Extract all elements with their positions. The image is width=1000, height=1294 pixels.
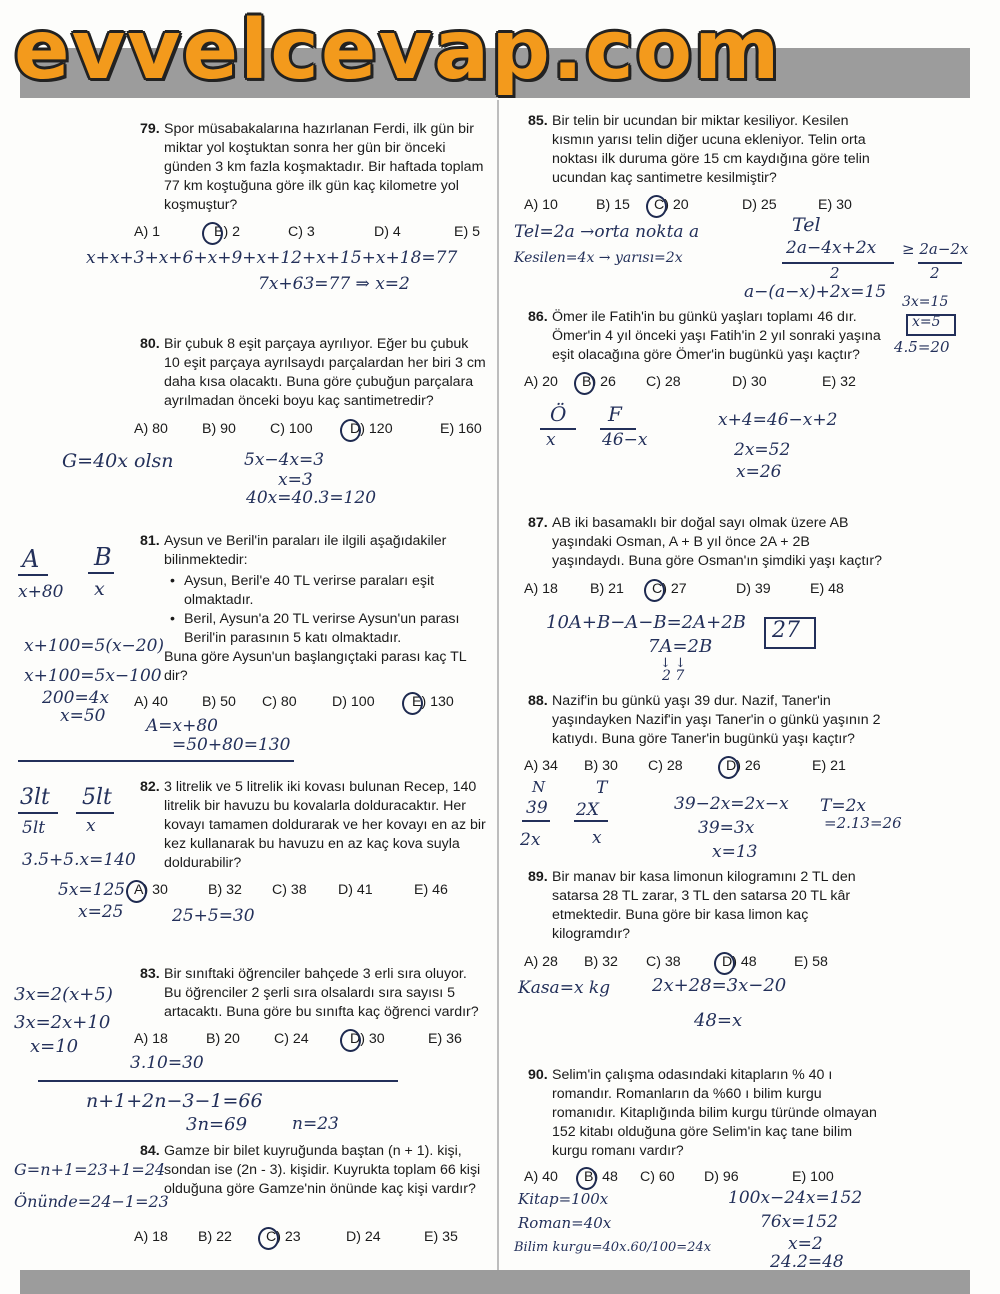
- option-d[interactable]: D) 25: [742, 197, 777, 213]
- answer-mark: [574, 372, 595, 395]
- option-b[interactable]: B) 32: [208, 882, 242, 898]
- hw-85d: 2a−4x+2x: [786, 238, 877, 258]
- question-90: [528, 1066, 884, 1161]
- hw-85h: a−(a−x)+2x=15: [744, 282, 887, 302]
- hw-80a: G=40x olsn: [62, 450, 174, 472]
- hw-88h: 39=3x: [698, 818, 755, 838]
- hw-90b: Roman=40x: [518, 1214, 612, 1232]
- bullet-item: • Aysun, Beril'e 40 TL verirse paraları eşit olmaktadır.: [184, 572, 486, 610]
- option-a[interactable]: A) 18: [524, 581, 558, 597]
- answer-mark: [126, 880, 147, 903]
- question-88: [528, 692, 884, 749]
- question-83: [140, 965, 486, 1022]
- hw-underline: [76, 812, 114, 814]
- option-a[interactable]: A) 28: [524, 954, 558, 970]
- option-d[interactable]: D) 120: [350, 421, 393, 437]
- hw-80d: 40x=40.3=120: [246, 488, 377, 508]
- answer-mark: [714, 952, 735, 975]
- hw-85i: 3x=15: [902, 294, 949, 310]
- option-a[interactable]: A) 10: [524, 197, 558, 213]
- option-b[interactable]: B) 21: [590, 581, 624, 597]
- column-divider: [497, 100, 499, 1270]
- option-e[interactable]: E) 160: [440, 421, 482, 437]
- question-number: 81.: [140, 533, 160, 549]
- option-b[interactable]: B) 32: [584, 954, 618, 970]
- hw-underline: [18, 574, 48, 576]
- hw-86d: 46−x: [602, 430, 648, 450]
- hw-87d: 2 7: [662, 668, 685, 684]
- question-text: Spor müsabakalarına hazırlanan Ferdi, ilk gün bir miktar yol koştuktan sonra her gün bir önceki günden 3 km fazla koşmaktadır. Bir haftada toplam 77 km koştuğuna göre ilk gün kaç kilometre yol koşmuştur?: [164, 121, 484, 213]
- option-c[interactable]: C) 24: [274, 1031, 309, 1047]
- question-87: [528, 514, 884, 571]
- hw-90a: Kitap=100x: [518, 1190, 609, 1208]
- hw-87a: 10A+B−A−B=2A+2B: [546, 612, 746, 633]
- question-prompt: Buna göre Aysun'un başlangıçtaki parası kaç TL dir?: [164, 649, 467, 684]
- question-number: 80.: [140, 336, 160, 352]
- option-c[interactable]: C) 28: [646, 374, 681, 390]
- hw-85j: x=5: [912, 314, 941, 330]
- option-d[interactable]: D) 96: [704, 1169, 739, 1185]
- hw-90g: 24.2=48: [770, 1252, 844, 1272]
- question-89: [528, 868, 884, 944]
- hw-90e: 76x=152: [760, 1212, 838, 1232]
- hw-80b: 5x−4x=3: [244, 450, 325, 470]
- question-number: 85.: [528, 113, 548, 129]
- question-85: [528, 112, 884, 188]
- question-81: [140, 532, 486, 686]
- hw-85k: 4.5=20: [894, 338, 950, 356]
- answer-mark: [340, 1029, 361, 1052]
- hw-underline: [88, 572, 114, 574]
- hw-85b: Kesilen=4x → yarısı=2x: [514, 250, 683, 266]
- hw-86c: x: [546, 430, 556, 450]
- question-text: 3 litrelik ve 5 litrelik iki kovası bulunan Recep, 140 litrelik bir havuzu bu kovalarla dolduracaktır. Her kovayı tamamen doldurarak ve her kovayı en az bir kez kullanarak bu havuzu en az kaç kova suyla doldurabilir?: [164, 779, 486, 871]
- hw-85g: 2: [930, 264, 940, 282]
- hw-84c: n=23: [292, 1114, 339, 1134]
- option-a[interactable]: A) 40: [524, 1169, 558, 1185]
- question-text: Bir çubuk 8 eşit parçaya ayrılıyor. Eğer bu çubuk 10 eşit parçaya ayrılsaydı parçalardan her biri 3 cm daha kısa olacaktı. Buna göre çubuğun parçalara ayrılmadan önceki boyu kaç santimetredir?: [164, 336, 486, 409]
- option-b[interactable]: B) 20: [206, 1031, 240, 1047]
- hw-88e: 2x: [520, 830, 541, 850]
- site-logo: evvelcevap.com: [14, 3, 782, 98]
- hw-81f: x+100=5x−100: [24, 666, 162, 686]
- hw-90c: Bilim kurgu=40x.60/100=24x: [514, 1240, 712, 1255]
- hw-80c: x=3: [278, 470, 313, 490]
- option-a[interactable]: A) 80: [134, 421, 168, 437]
- hw-82b: 5lt: [82, 785, 112, 810]
- option-b[interactable]: B) 50: [202, 694, 236, 710]
- answer-mark: [340, 419, 361, 442]
- option-d[interactable]: D) 24: [346, 1229, 381, 1245]
- answer-mark: [402, 692, 423, 715]
- option-d[interactable]: D) 4: [374, 224, 401, 240]
- option-c[interactable]: C) 38: [646, 954, 681, 970]
- question-86: [528, 308, 884, 365]
- option-e[interactable]: E) 5: [454, 224, 481, 240]
- question-text: Gamze bir bilet kuyruğunda baştan (n + 1). kişi, sondan ise (2n - 3). kişidir. Kuyrukta toplam 66 kişi olduğuna göre Gamze'nin önünde kaç kişi vardır?: [164, 1143, 481, 1197]
- option-d[interactable]: D) 39: [736, 581, 771, 597]
- option-d[interactable]: D) 30: [732, 374, 767, 390]
- hw-82h: 25+5=30: [172, 906, 255, 926]
- hw-88k: =2.13=26: [824, 814, 902, 832]
- hw-84d: G=n+1=23+1=24: [14, 1160, 166, 1179]
- hw-separator: [18, 760, 294, 762]
- option-b[interactable]: B) 15: [596, 197, 630, 213]
- option-b[interactable]: B) 26: [582, 374, 616, 390]
- option-c[interactable]: C) 28: [648, 758, 683, 774]
- question-number: 83.: [140, 966, 160, 982]
- hw-82f: 5x=125: [58, 880, 126, 900]
- question-number: 82.: [140, 779, 160, 795]
- option-c[interactable]: C) 80: [262, 694, 297, 710]
- hw-88a: N: [532, 778, 546, 796]
- option-b[interactable]: B) 22: [198, 1229, 232, 1245]
- question-number: 79.: [140, 121, 160, 137]
- question-text: Selim'in çalışma odasındaki kitapların % 40 ı romandır. Romanların da %60 ı bilim kurgu romanıdır. Kitaplığında bilim kurgu türünde olmayan 152 kitabı olduğuna göre Selim'in kaç tane bilim kurgu romanı vardır?: [552, 1067, 877, 1159]
- option-c[interactable]: C) 23: [266, 1229, 301, 1245]
- option-b[interactable]: B) 30: [584, 758, 618, 774]
- option-e[interactable]: E) 35: [424, 1229, 458, 1245]
- hw-89b: 2x+28=3x−20: [652, 975, 787, 996]
- hw-83a: 3x=2(x+5): [14, 984, 113, 1005]
- option-e[interactable]: E) 48: [810, 581, 844, 597]
- option-b[interactable]: B) 90: [202, 421, 236, 437]
- option-d[interactable]: D) 48: [722, 954, 757, 970]
- hw-82a: 3lt: [20, 785, 50, 810]
- hw-83b: 3x=2x+10: [14, 1012, 111, 1033]
- option-e[interactable]: E) 100: [792, 1169, 834, 1185]
- hw-88f: x: [592, 828, 602, 848]
- hw-85e: 2: [830, 264, 840, 282]
- hw-87b: 7A=2B: [648, 636, 713, 657]
- hw-underline: [522, 820, 550, 822]
- hw-87e: 27: [772, 618, 800, 643]
- question-84: [140, 1142, 486, 1199]
- option-e[interactable]: E) 130: [412, 694, 454, 710]
- answer-mark: [258, 1227, 279, 1250]
- hw-87c: ↓ ↓: [660, 656, 686, 671]
- hw-85a: Tel=2a →orta nokta a: [514, 222, 700, 242]
- question-82: [140, 778, 486, 873]
- hw-81g: 200=4x: [42, 688, 110, 708]
- option-c[interactable]: C) 20: [654, 197, 689, 213]
- hw-81b: B: [94, 543, 112, 571]
- question-text: Bir manav bir kasa limonun kilogramını 2 TL den satarsa 28 TL zarar, 3 TL den satarsa 20 TL kâr etmektedir. Buna göre bir kasa limon kaç kilogramdır?: [552, 869, 856, 942]
- option-a[interactable]: A) 20: [524, 374, 558, 390]
- answer-mark: [644, 579, 665, 602]
- option-a[interactable]: A) 34: [524, 758, 558, 774]
- hw-84e: Önünde=24−1=23: [14, 1192, 169, 1211]
- hw-83c: x=10: [30, 1036, 79, 1057]
- hw-90d: 100x−24x=152: [728, 1188, 863, 1208]
- hw-fraction-bar: [918, 262, 962, 264]
- question-number: 89.: [528, 869, 548, 885]
- hw-82e: 3.5+5.x=140: [22, 850, 136, 870]
- hw-underline: [574, 820, 608, 822]
- question-number: 88.: [528, 693, 548, 709]
- answer-mark: [202, 222, 223, 245]
- answer-mark: [718, 756, 739, 779]
- hw-84b: 3n=69: [186, 1114, 248, 1135]
- option-a[interactable]: A) 30: [134, 882, 168, 898]
- option-d[interactable]: D) 30: [350, 1031, 385, 1047]
- option-c[interactable]: C) 100: [270, 421, 313, 437]
- hw-88i: x=13: [712, 842, 758, 862]
- hw-86b: F: [608, 402, 622, 426]
- hw-86f: 2x=52: [734, 440, 791, 460]
- hw-90f: x=2: [788, 1234, 823, 1254]
- hw-82c: 5lt: [22, 818, 46, 838]
- hw-81a: A: [22, 545, 40, 573]
- hw-79b: 7x+63=77 ⇒ x=2: [258, 274, 410, 294]
- hw-83d: 3.10=30: [130, 1053, 204, 1073]
- hw-82d: x: [86, 816, 96, 836]
- hw-89a: Kasa=x kg: [518, 978, 611, 998]
- option-a[interactable]: A) 40: [134, 694, 168, 710]
- hw-85f: ≥ 2a−2x: [902, 240, 969, 258]
- question-text: Bir sınıftaki öğrenciler bahçede 3 erli sıra oluyor. Bu öğrenciler 2 şerli sıra olsalardı sıra sayısı 5 artacaktı. Buna göre bu sınıfta kaç öğrenci vardır?: [164, 966, 479, 1020]
- question-number: 87.: [528, 515, 548, 531]
- hw-82g: x=25: [78, 902, 124, 922]
- question-text: AB iki basamaklı bir doğal sayı olmak üzere AB yaşındaki Osman, A + B yıl önce 2A + 2B yaşındaydı. Buna göre Osman'ın şimdiki yaşı kaçtır?: [552, 515, 882, 569]
- bullet-list: [164, 572, 486, 648]
- option-d[interactable]: D) 100: [332, 694, 375, 710]
- question-79: [140, 120, 486, 215]
- question-text: Nazif'in bu günkü yaşı 39 dur. Nazif, Taner'in yaşındayken Nazif'in yaşı Taner'in o günkü yaşının 2 katıydı. Buna göre Taner'in bugünkü yaşı kaçtır?: [552, 693, 881, 747]
- option-d[interactable]: D) 26: [726, 758, 761, 774]
- question-text: Ömer ile Fatih'in bu günkü yaşları toplamı 46 dır. Ömer'in 4 yıl önceki yaşı Fatih'in 2 yıl sonraki yaşına eşit olacağına göre Ömer'in bugünkü yaşı kaçtır?: [552, 309, 881, 363]
- hw-88c: 39: [526, 798, 548, 818]
- option-a[interactable]: A) 1: [134, 224, 161, 240]
- hw-86g: x=26: [736, 462, 782, 482]
- option-c[interactable]: C) 3: [288, 224, 315, 240]
- question-number: 84.: [140, 1143, 160, 1159]
- hw-85c: Tel: [792, 214, 821, 236]
- option-e[interactable]: E) 36: [428, 1031, 462, 1047]
- hw-88j: T=2x: [820, 796, 866, 816]
- answer-mark: [576, 1167, 597, 1190]
- hw-81e: x+100=5(x−20): [24, 636, 165, 656]
- option-c[interactable]: C) 27: [652, 581, 687, 597]
- hw-88d: 2X: [576, 800, 599, 820]
- hw-separator: [38, 1080, 398, 1082]
- option-b[interactable]: B) 2: [214, 224, 241, 240]
- hw-81h: x=50: [60, 706, 106, 726]
- hw-84a: n+1+2n−3−1=66: [86, 1090, 263, 1112]
- option-a[interactable]: A) 18: [134, 1031, 168, 1047]
- hw-88g: 39−2x=2x−x: [674, 794, 789, 814]
- option-d[interactable]: D) 41: [338, 882, 373, 898]
- answer-mark: [646, 195, 667, 218]
- bullet-item: • Beril, Aysun'a 20 TL verirse Aysun'un parası Beril'in parasının 5 katı olmaktadır.: [184, 610, 486, 648]
- option-e[interactable]: E) 46: [414, 882, 448, 898]
- option-e[interactable]: E) 21: [812, 758, 846, 774]
- option-e[interactable]: E) 32: [822, 374, 856, 390]
- question-number: 86.: [528, 309, 548, 325]
- hw-81c: x+80: [18, 582, 64, 602]
- question-text: Bir telin bir ucundan bir miktar kesiliyor. Kesilen kısmın yarısı telin diğer ucuna ekleniyor. Telin orta noktası ilk duruma göre 15 cm kaydığına göre telin ucundan kaç santimetre kesilmiştir?: [552, 113, 870, 186]
- option-c[interactable]: C) 38: [272, 882, 307, 898]
- hw-89c: 48=x: [694, 1010, 743, 1031]
- option-c[interactable]: C) 60: [640, 1169, 675, 1185]
- hw-79a: x+x+3+x+6+x+9+x+12+x+15+x+18=77: [86, 248, 458, 268]
- hw-81i: A=x+80: [146, 716, 218, 736]
- option-a[interactable]: A) 18: [134, 1229, 168, 1245]
- option-b[interactable]: B) 48: [584, 1169, 618, 1185]
- hw-81d: x: [94, 578, 105, 600]
- hw-86a: Ö: [550, 402, 567, 426]
- question-text: Aysun ve Beril'in paraları ile ilgili aşağıdakiler bilinmektedir:: [164, 533, 447, 568]
- hw-88b: T: [596, 778, 608, 798]
- hw-86e: x+4=46−x+2: [718, 410, 838, 430]
- footer-bar: [20, 1270, 970, 1294]
- option-e[interactable]: E) 58: [794, 954, 828, 970]
- hw-underline: [18, 812, 58, 814]
- question-80: [140, 335, 486, 411]
- question-number: 90.: [528, 1067, 548, 1083]
- hw-81j: =50+80=130: [172, 735, 291, 755]
- option-e[interactable]: E) 30: [818, 197, 852, 213]
